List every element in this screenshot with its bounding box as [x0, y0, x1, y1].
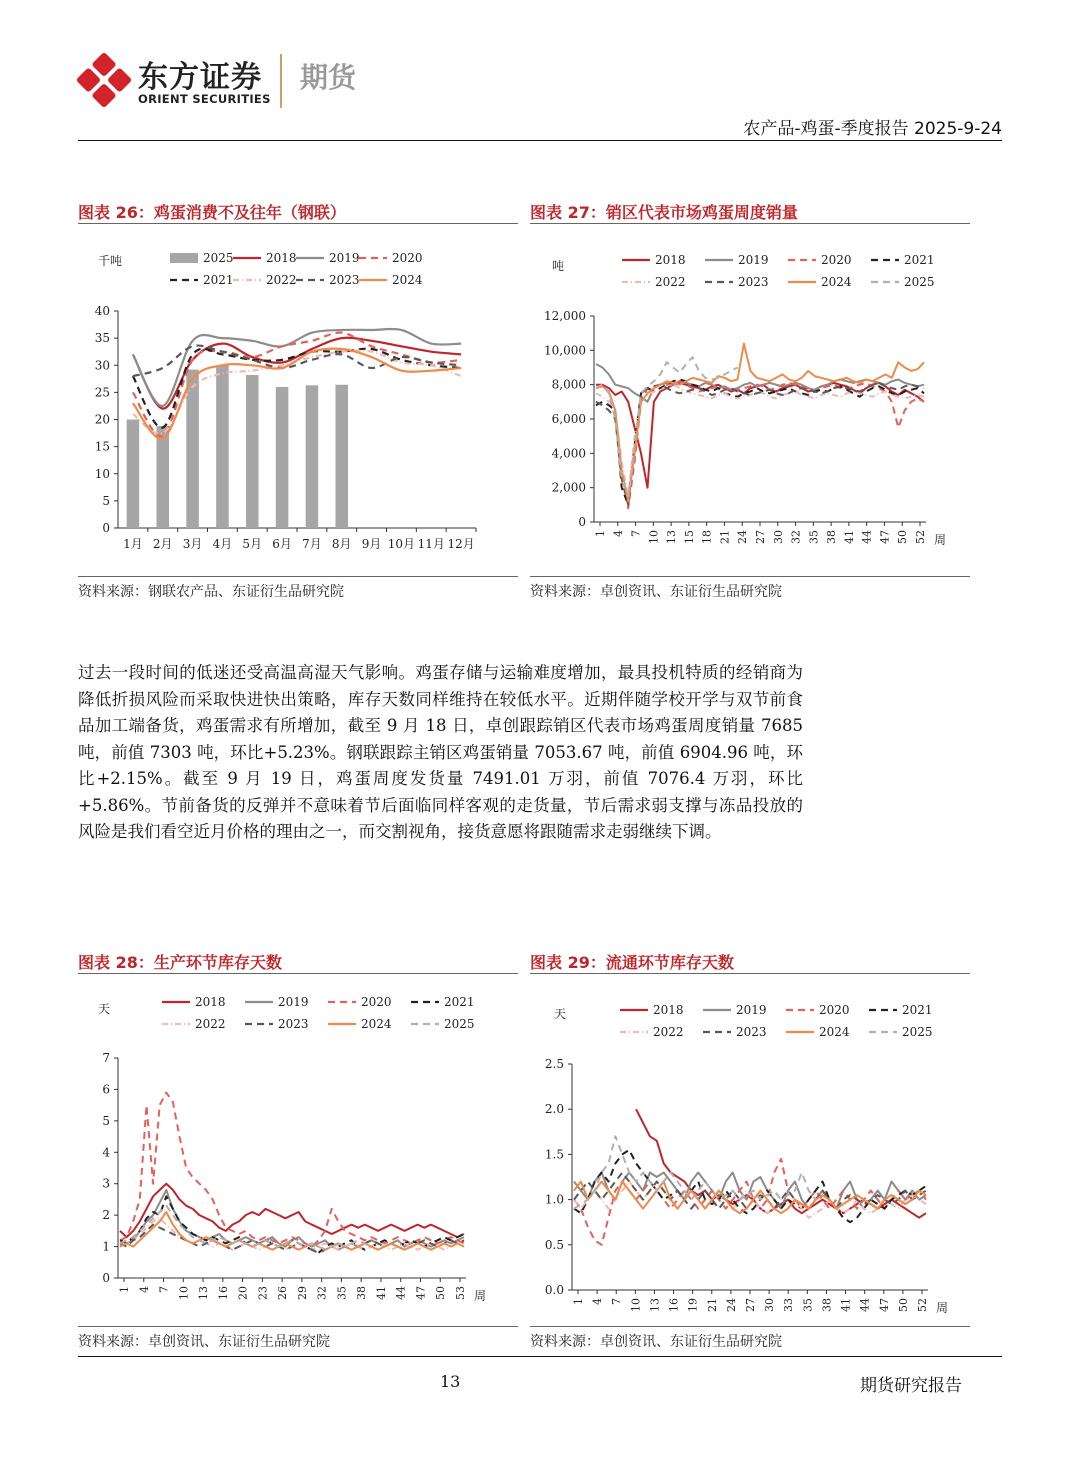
- x-tick-label: 5月: [242, 537, 263, 551]
- x-tick-label: 35: [807, 530, 821, 544]
- bar-2025: [156, 426, 169, 528]
- legend-label-2025: 2025: [904, 275, 935, 289]
- x-tick-label: 24: [736, 530, 750, 544]
- x-tick-label: 1月: [123, 537, 143, 551]
- y-tick-label: 0: [578, 515, 586, 529]
- x-tick-label: 13: [197, 1286, 211, 1300]
- x-tick-label: 9月: [361, 537, 382, 551]
- figure-28-source: 资料来源：卓创资讯、东证衍生品研究院: [78, 1334, 330, 1350]
- x-tick-label: 7: [610, 1298, 624, 1305]
- series-line-2025: [574, 1136, 816, 1208]
- x-tick-label: 50: [434, 1286, 448, 1300]
- bar-2025: [216, 365, 229, 528]
- brand-divider: [280, 54, 282, 108]
- legend-label-2019: 2019: [736, 1003, 767, 1017]
- legend-label-2025: 2025: [444, 1017, 475, 1031]
- x-tick-label: 20: [236, 1286, 250, 1300]
- x-tick-label: 4: [611, 530, 625, 537]
- legend-label-2023: 2023: [278, 1017, 309, 1031]
- legend-label-2023: 2023: [329, 273, 360, 287]
- y-tick-label: 5: [102, 1113, 110, 1128]
- y-tick-label: 15: [94, 439, 110, 454]
- bar-2025: [186, 370, 199, 528]
- legend-label-2021: 2021: [203, 273, 234, 287]
- legend-label-2018: 2018: [653, 1003, 684, 1017]
- bar-2025: [306, 385, 319, 528]
- x-tick-label: 29: [295, 1286, 309, 1300]
- legend-label-2022: 2022: [653, 1025, 684, 1039]
- x-tick-label: 4: [591, 1298, 605, 1305]
- brand-subtitle: 期货: [300, 61, 357, 94]
- x-tick-label: 47: [414, 1286, 428, 1300]
- y-tick-label: 2: [102, 1208, 110, 1223]
- y-tick-label: 0.0: [544, 1283, 564, 1297]
- x-tick-label: 21: [718, 530, 732, 544]
- header-rule: [78, 140, 1002, 141]
- x-tick-label: 44: [858, 1298, 872, 1312]
- x-tick-label: 7: [157, 1286, 171, 1293]
- figure-29-source: 资料来源：卓创资讯、东证衍生品研究院: [530, 1334, 782, 1350]
- figure-26-bottom-rule: [78, 576, 518, 577]
- y-tick-label: 5: [102, 493, 110, 508]
- y-tick-label: 25: [94, 385, 110, 400]
- legend-label-2024: 2024: [821, 275, 852, 289]
- x-tick-label: 53: [454, 1286, 467, 1300]
- x-tick-label: 24: [724, 1298, 738, 1312]
- x-tick-label: 32: [789, 530, 803, 544]
- y-axis-unit: 天: [98, 1002, 111, 1016]
- figure-28-chart: [78, 978, 518, 1323]
- x-tick-label: 16: [667, 1298, 681, 1312]
- legend-label-2023: 2023: [738, 275, 769, 289]
- legend-label-2020: 2020: [821, 253, 852, 267]
- legend-label-2023: 2023: [736, 1025, 767, 1039]
- figure-29-top-rule: [530, 973, 970, 974]
- x-tick-label: 47: [877, 1298, 891, 1312]
- x-tick-label: 8月: [331, 537, 352, 551]
- x-axis-unit: 周: [934, 533, 947, 547]
- y-tick-label: 4,000: [551, 446, 586, 461]
- y-tick-label: 40: [94, 304, 110, 318]
- x-tick-label: 6月: [272, 537, 292, 551]
- y-tick-label: 10: [94, 466, 110, 481]
- legend-label-2022: 2022: [195, 1017, 226, 1031]
- report-header-line: 农产品-鸡蛋-季度报告 2025-9-24: [743, 119, 1002, 139]
- y-tick-label: 0.5: [544, 1237, 564, 1252]
- legend-label-2024: 2024: [361, 1017, 392, 1031]
- y-tick-label: 30: [94, 358, 110, 373]
- figure-26-source: 资料来源：钢联农产品、东证衍生品研究院: [78, 584, 344, 600]
- x-axis-unit: 周: [474, 1289, 487, 1303]
- x-tick-label: 13: [648, 1298, 662, 1312]
- page-number: 13: [440, 1372, 461, 1391]
- y-tick-label: 2.0: [544, 1102, 564, 1117]
- figure-27-source: 资料来源：卓创资讯、东证衍生品研究院: [530, 584, 782, 600]
- x-axis-unit: 周: [936, 1301, 949, 1315]
- x-tick-label: 21: [705, 1298, 719, 1312]
- y-tick-label: 4: [102, 1145, 110, 1160]
- x-tick-label: 35: [801, 1298, 815, 1312]
- x-tick-label: 23: [256, 1286, 270, 1300]
- legend-swatch-2025: [170, 253, 198, 263]
- x-tick-label: 10月: [387, 537, 416, 551]
- x-tick-label: 38: [355, 1286, 369, 1300]
- x-tick-label: 18: [700, 530, 714, 544]
- y-tick-label: 2,000: [551, 480, 586, 495]
- x-tick-label: 10: [647, 530, 661, 544]
- x-tick-label: 44: [860, 530, 874, 544]
- x-tick-label: 4: [137, 1286, 151, 1293]
- x-tick-label: 41: [839, 1298, 853, 1312]
- figure-27-chart: [530, 228, 970, 573]
- y-tick-label: 1.5: [544, 1147, 564, 1162]
- x-tick-label: 7: [629, 530, 643, 537]
- figure-27-title: 图表 27：销区代表市场鸡蛋周度销量: [530, 203, 798, 222]
- series-line-2021: [120, 1196, 464, 1253]
- figure-29-bottom-rule: [530, 1326, 970, 1327]
- footer-label: 期货研究报告: [860, 1376, 962, 1396]
- figure-28-bottom-rule: [78, 1326, 518, 1327]
- y-tick-label: 8,000: [551, 377, 586, 392]
- bar-2025: [276, 387, 289, 528]
- legend-label-2018: 2018: [195, 995, 226, 1009]
- x-tick-label: 41: [374, 1286, 388, 1300]
- bar-2025: [335, 385, 348, 528]
- y-tick-label: 35: [94, 331, 110, 346]
- y-tick-label: 12,000: [544, 309, 586, 323]
- x-tick-label: 38: [825, 530, 839, 544]
- y-tick-label: 6: [102, 1082, 110, 1097]
- figure-27-bottom-rule: [530, 576, 970, 577]
- x-tick-label: 3月: [182, 537, 203, 551]
- y-tick-label: 7: [102, 1051, 110, 1065]
- x-tick-label: 10: [629, 1298, 643, 1312]
- legend-label-2020: 2020: [361, 995, 392, 1009]
- x-tick-label: 16: [216, 1286, 230, 1300]
- x-tick-label: 27: [744, 1298, 757, 1312]
- bar-2025: [246, 375, 259, 528]
- x-tick-label: 30: [771, 530, 785, 544]
- y-tick-label: 3: [102, 1176, 110, 1191]
- legend-label-2025: 2025: [203, 251, 234, 265]
- figure-28-title: 图表 28：生产环节库存天数: [78, 953, 282, 972]
- x-tick-label: 38: [820, 1298, 834, 1312]
- x-tick-label: 50: [896, 1298, 910, 1312]
- x-tick-label: 19: [686, 1298, 700, 1312]
- x-tick-label: 50: [896, 530, 910, 544]
- y-axis-unit: 千吨: [98, 254, 123, 268]
- x-tick-label: 52: [914, 530, 927, 544]
- legend-label-2022: 2022: [266, 273, 297, 287]
- legend-label-2019: 2019: [329, 251, 360, 265]
- y-axis-unit: 天: [554, 1007, 567, 1021]
- figure-26-title: 图表 26：鸡蛋消费不及往年（钢联）: [78, 203, 346, 222]
- x-tick-label: 12月: [447, 537, 475, 551]
- y-tick-label: 0: [102, 1271, 110, 1285]
- y-tick-label: 20: [94, 412, 110, 427]
- x-tick-label: 44: [394, 1286, 408, 1300]
- legend-label-2020: 2020: [392, 251, 423, 265]
- y-tick-label: 10,000: [544, 343, 586, 358]
- y-tick-label: 1.0: [544, 1192, 564, 1207]
- series-line-2019: [133, 329, 461, 406]
- x-tick-label: 1: [594, 530, 607, 537]
- x-tick-label: 1: [572, 1298, 585, 1305]
- x-tick-label: 10: [177, 1286, 191, 1300]
- figure-26-top-rule: [78, 223, 518, 224]
- x-tick-label: 1: [118, 1286, 131, 1293]
- legend-label-2021: 2021: [904, 253, 935, 267]
- legend-label-2024: 2024: [819, 1025, 850, 1039]
- y-tick-label: 0: [102, 521, 110, 535]
- x-tick-label: 7月: [302, 537, 322, 551]
- x-tick-label: 47: [878, 530, 892, 544]
- orient-logo-icon: [76, 52, 132, 108]
- legend-label-2021: 2021: [902, 1003, 933, 1017]
- x-tick-label: 15: [682, 530, 696, 544]
- x-tick-label: 13: [665, 530, 679, 544]
- figure-29-title: 图表 29：流通环节库存天数: [530, 953, 734, 972]
- y-tick-label: 1: [102, 1239, 110, 1254]
- legend-label-2025: 2025: [902, 1025, 933, 1039]
- figure-26-chart: [78, 228, 518, 573]
- bar-2025: [127, 420, 140, 529]
- x-tick-label: 4月: [212, 537, 233, 551]
- x-tick-label: 32: [315, 1286, 329, 1300]
- brand-name-en: ORIENT SECURITIES: [138, 92, 271, 106]
- x-tick-label: 35: [335, 1286, 349, 1300]
- series-line-2025: [120, 1206, 371, 1250]
- figure-27-top-rule: [530, 223, 970, 224]
- y-axis-unit: 吨: [552, 259, 565, 273]
- x-tick-label: 41: [842, 530, 856, 544]
- legend-label-2024: 2024: [392, 273, 423, 287]
- x-tick-label: 33: [782, 1298, 796, 1312]
- x-tick-label: 27: [754, 530, 767, 544]
- legend-label-2018: 2018: [655, 253, 686, 267]
- x-tick-label: 52: [916, 1298, 929, 1312]
- figure-29-chart: [530, 978, 970, 1323]
- legend-label-2020: 2020: [819, 1003, 850, 1017]
- figure-28-top-rule: [78, 973, 518, 974]
- legend-label-2022: 2022: [655, 275, 686, 289]
- brand-name-cn: 东方证券: [138, 60, 262, 95]
- legend-label-2019: 2019: [738, 253, 769, 267]
- footer-rule: [78, 1356, 1002, 1357]
- x-tick-label: 11月: [417, 537, 445, 551]
- y-tick-label: 6,000: [551, 412, 586, 426]
- y-tick-label: 2.5: [544, 1057, 564, 1071]
- body-paragraph: 过去一段时间的低迷还受高温高湿天气影响。鸡蛋存储与运输难度增加，最具投机特质的经销商为降低折损风险而采取快进快出策略，库存天数同样维持在较低水平。近期伴随学校开学与双节前食品加工端备货，鸡蛋需求有所增加，截至 9 月 18 日，卓创跟踪销区代表市场鸡蛋周度销量 7685 吨，前值 7303 吨，环比+5.23%。钢联跟踪主销区鸡蛋销量 7053.67 吨，前值 6904.96 吨，环比+2.15%。截至 9 月 19 日，鸡蛋周度发货量 7491.01 万羽，前值 7076.4 万羽，环比+5.86%。节前备货的反弹并不意味着节后面临同样客观的走货量，节后需求弱支撑与冻品投放的风险是我们看空近月价格的理由之一，而交割视角，接货意愿将跟随需求走弱继续下调。: [78, 663, 803, 841]
- legend-label-2019: 2019: [278, 995, 309, 1009]
- legend-label-2021: 2021: [444, 995, 475, 1009]
- legend-label-2018: 2018: [266, 251, 297, 265]
- x-tick-label: 30: [763, 1298, 777, 1312]
- x-tick-label: 26: [276, 1286, 290, 1300]
- x-tick-label: 2月: [152, 537, 173, 551]
